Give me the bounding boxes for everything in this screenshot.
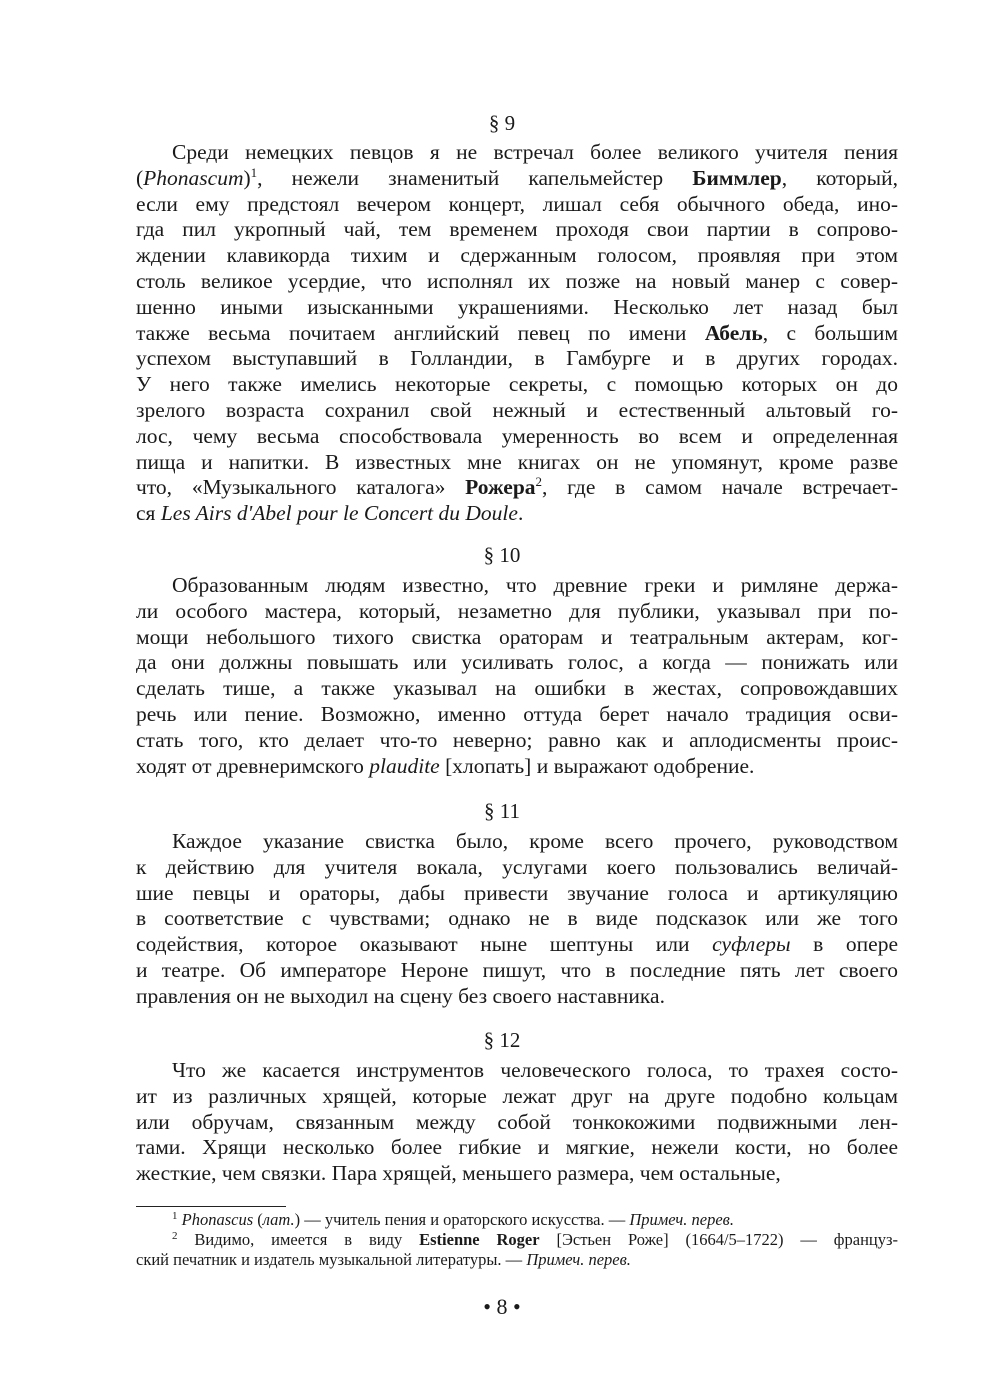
footnote-line bbox=[136, 1250, 898, 1270]
paragraph bbox=[136, 140, 898, 527]
text-line bbox=[136, 269, 898, 295]
text-run: . bbox=[517, 501, 524, 526]
text-line bbox=[136, 372, 898, 398]
text-line bbox=[136, 475, 898, 501]
text-run: ский печатник и издатель музыкальной литературы. — bbox=[136, 1250, 527, 1269]
text-line bbox=[136, 424, 898, 450]
footnote-marker[interactable]: 1 bbox=[250, 164, 258, 180]
text-run: Видимо, имеется в виду bbox=[177, 1230, 420, 1249]
text-run: , где в самом начале встречает- bbox=[542, 475, 898, 500]
text-line bbox=[136, 1084, 898, 1110]
text-run: Абель bbox=[704, 320, 763, 345]
section-heading: § 12 bbox=[483, 1028, 521, 1052]
text-run: жесткие, чем связки. Пара хрящей, меньшего размера, чем остальные, bbox=[136, 1161, 781, 1186]
text-run: , с большим bbox=[762, 320, 898, 345]
text-line bbox=[136, 984, 898, 1010]
text-run: ( bbox=[253, 1210, 263, 1229]
text-line bbox=[136, 450, 898, 476]
text-line bbox=[136, 1161, 898, 1187]
text-run: ли особого мастера, который, незаметно для публики, указывал при по- bbox=[136, 598, 898, 623]
text-run: что, «Музыкального каталога» bbox=[136, 475, 466, 500]
text-line bbox=[136, 702, 898, 728]
text-line bbox=[136, 166, 898, 192]
text-line bbox=[136, 501, 898, 527]
text-run: , который, bbox=[781, 165, 898, 190]
text-line bbox=[136, 573, 898, 599]
paragraph bbox=[136, 573, 898, 779]
page-number: • 8 • bbox=[483, 1294, 521, 1319]
text-line bbox=[136, 599, 898, 625]
footnote-line bbox=[136, 1210, 898, 1230]
text-line bbox=[136, 243, 898, 269]
text-line bbox=[136, 192, 898, 218]
text-run: [Эстьен Роже] (1664/5–1722) — француз- bbox=[539, 1230, 898, 1249]
text-run: ит из различных хрящей, которые лежат друг на друге подобно кольцам bbox=[136, 1083, 898, 1108]
text-line bbox=[136, 650, 898, 676]
section-heading: § 11 bbox=[484, 799, 520, 823]
text-run: содействия, которое оказывают ныне шептуны или bbox=[136, 932, 713, 957]
text-line bbox=[136, 728, 898, 754]
text-run: Рожера bbox=[465, 475, 536, 500]
text-run: если ему предстоял вечером концерт, лишал себя обычного обеда, ино- bbox=[136, 191, 898, 216]
text-run: Примеч. перев. bbox=[629, 1210, 734, 1229]
text-run: Phonascum bbox=[143, 165, 244, 190]
paragraph bbox=[136, 829, 898, 1010]
text-line bbox=[136, 140, 898, 166]
text-run: Les Airs d'Abel pour le Concert du Doule bbox=[160, 501, 518, 526]
text-run: и театре. Об императоре Нероне пишут, что в последние пять лет своего bbox=[136, 957, 898, 982]
footnote-line bbox=[136, 1230, 898, 1250]
text-line bbox=[136, 958, 898, 984]
text-run: пища и напитки. В известных мне книгах он не упомянут, кроме разве bbox=[136, 449, 898, 474]
footnote-2 bbox=[136, 1230, 898, 1270]
text-run: суфлеры bbox=[712, 932, 791, 957]
text-run: или обручам, связанным между собой тонкокожими подвижными лен- bbox=[136, 1109, 898, 1134]
footnote-marker[interactable]: 2 bbox=[172, 1230, 178, 1242]
text-run: шие певцы и ораторы, дабы привести звучание голоса и артикуляцию bbox=[136, 880, 898, 905]
text-run: plaudite bbox=[369, 753, 440, 778]
text-run: ждении клавикорда тихим и сдержанным голосом, проявляя при этом bbox=[136, 243, 898, 268]
text-run: тами. Хрящи несколько более гибкие и мягкие, нежели кости, но более bbox=[136, 1135, 898, 1160]
text-run: Phonascus bbox=[181, 1210, 254, 1229]
text-line bbox=[136, 1110, 898, 1136]
text-line bbox=[136, 676, 898, 702]
text-line bbox=[136, 932, 898, 958]
text-run: да они должны повышать или усиливать голос, а когда — понижать или bbox=[136, 650, 898, 675]
text-run: стать того, кто делает что-то неверно; равно как и аплодисменты проис- bbox=[136, 727, 898, 752]
text-line bbox=[136, 754, 898, 780]
text-run: ходят от древнеримского bbox=[136, 753, 370, 778]
footnote-marker[interactable]: 2 bbox=[535, 474, 543, 490]
text-line bbox=[136, 321, 898, 347]
text-run: правления он не выходил на сцену без своего наставника. bbox=[136, 983, 665, 1008]
text-run: лат. bbox=[262, 1210, 295, 1229]
text-line bbox=[136, 398, 898, 424]
text-run: Среди немецких певцов я не встречал более великого учителя пения bbox=[172, 140, 898, 164]
text-run: ся bbox=[136, 501, 161, 526]
footnote-rule bbox=[136, 1206, 286, 1207]
footnote-1 bbox=[136, 1210, 898, 1230]
text-run: мощи небольшого тихого свистка ораторам и театральным актерам, ког- bbox=[136, 624, 898, 649]
text-line bbox=[136, 217, 898, 243]
text-run: зрелого возраста сохранил свой нежный и естественный альтовый го- bbox=[136, 397, 898, 422]
text-run: ) bbox=[243, 165, 251, 190]
text-line bbox=[136, 829, 898, 855]
section-heading: § 10 bbox=[483, 543, 521, 567]
text-run: в опере bbox=[790, 932, 898, 957]
section-heading: § 9 bbox=[488, 111, 516, 135]
text-run: речь или пение. Возможно, именно оттуда берет начало традиция осви- bbox=[136, 701, 898, 726]
text-run: гда пил укропный чай, тем временем проходя свои партии в сопрово- bbox=[136, 217, 898, 242]
text-run: Образованным людям известно, что древние греки и римляне держа- bbox=[172, 573, 898, 597]
text-run: к действию для учителя вокала, услугами коего пользовались величай- bbox=[136, 854, 898, 879]
text-line bbox=[136, 881, 898, 907]
text-run: также весьма почитаем английский певец по имени bbox=[136, 320, 705, 345]
text-line bbox=[136, 346, 898, 372]
text-run: [хлопать] и выражают одобрение. bbox=[439, 753, 755, 778]
text-run: Что же касается инструментов человеческого голоса, то трахея состо- bbox=[172, 1058, 898, 1082]
text-run: успехом выступавший в Голландии, в Гамбурге и в других городах. bbox=[136, 346, 898, 371]
text-line bbox=[136, 906, 898, 932]
text-run: ( bbox=[136, 165, 144, 190]
text-run: в соответствие с чувствами; однако не в виде подсказок или же того bbox=[136, 906, 898, 931]
text-run: лос, чему весьма способствовала умеренность во всем и определенная bbox=[136, 423, 898, 448]
footnote-marker[interactable]: 1 bbox=[172, 1210, 178, 1222]
text-run: столь великое усердие, что исполнял их позже на новый манер с совер- bbox=[136, 268, 898, 293]
text-line bbox=[136, 1135, 898, 1161]
text-run: Estienne Roger bbox=[419, 1230, 540, 1249]
text-line bbox=[136, 625, 898, 651]
text-run: , нежели знаменитый капельмейстер bbox=[257, 165, 693, 190]
text-run: Примеч. перев. bbox=[526, 1250, 631, 1269]
text-run: шенно иными изысканными украшениями. Несколько лет назад был bbox=[136, 294, 898, 319]
paragraph bbox=[136, 1058, 898, 1187]
text-run: Биммлер bbox=[692, 165, 782, 190]
text-run: ) — учитель пения и ораторского искусства. — bbox=[294, 1210, 630, 1229]
text-run: сделать тише, а также указывал на ошибки в жестах, сопровождавших bbox=[136, 676, 898, 701]
text-run: У него также имелись некоторые секреты, с помощью которых он до bbox=[136, 372, 898, 397]
text-line bbox=[136, 855, 898, 881]
text-line bbox=[136, 295, 898, 321]
text-run: Каждое указание свистка было, кроме всего прочего, руководством bbox=[172, 829, 898, 853]
text-line bbox=[136, 1058, 898, 1084]
